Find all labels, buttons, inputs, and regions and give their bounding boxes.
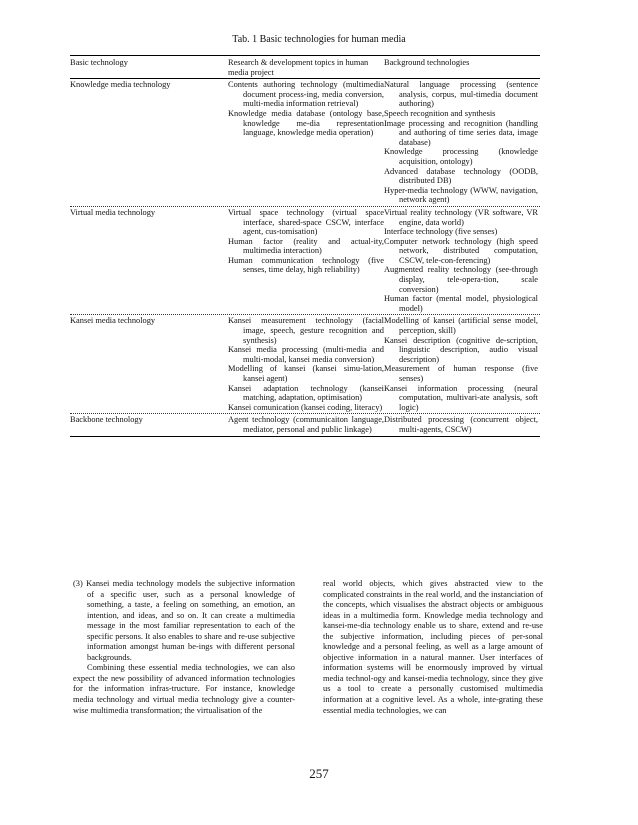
- technologies-table: [70, 55, 540, 437]
- topics-cell: [228, 80, 384, 205]
- topic-item: Virtual space technology (virtual space interface, shared-space CSCW, interface agent, cus-tomisation): [228, 207, 384, 237]
- body-column-left: [73, 579, 295, 716]
- background-item: Computer network technology (high speed network, distributed computation, CSCW, tele-con-ferencing): [384, 236, 538, 265]
- background-item: Distributed processing (concurrent object, multi-agents, CSCW): [384, 415, 538, 434]
- background-item: Speech recognition and synthesis: [384, 108, 496, 118]
- background-item: Human factor (mental model, physiological model): [384, 294, 538, 313]
- topic-item: Human factor (reality and actual-ity, multimedia interaction): [228, 236, 384, 256]
- topic-item: Kansei media processing (multi-media and multi-modal, kansei media conversion): [228, 345, 384, 364]
- topics-cell: [228, 316, 384, 412]
- background-item: Interface technology (five senses): [384, 227, 498, 237]
- background-item: Modelling of kansei (artificial sense model, perception, skill): [384, 316, 538, 336]
- background-item: Kansei information processing (neural computation, multivari-ate analysis, soft logic): [384, 383, 538, 412]
- topic-item: Kansei measurement technology (facial image, speech, gesture recognition and synthesis): [228, 316, 384, 345]
- background-item: Hyper-media technology (WWW, navigation, network agent): [384, 185, 538, 205]
- background-item: Natural language processing (sentence analysis, corpus, mul-timedia document authoring): [384, 80, 538, 109]
- row-name: Knowledge media technology: [70, 80, 171, 90]
- topic-item: Agent technology (communicaiton language, mediator, personal and public linkage): [228, 415, 384, 434]
- table-row: [70, 414, 540, 435]
- paragraph: (3) Kansei media technology models the subjective information of a specific user, such as a personal knowledge of something, a taste, a feeling on something, an emotion, an intention, and ideas, and so on. It can create a multimedia message in the most familiar representation to each of the specific persons. It also enables to share and re-use subjective information amongst human be-ings with different personal backgrounds.: [73, 579, 295, 662]
- background-cell: [384, 316, 538, 412]
- table-header-row: [70, 56, 540, 78]
- page-number: 257: [309, 766, 329, 781]
- background-item: Kansei description (cognitive de-scription, linguistic description, audio visual description): [384, 335, 538, 364]
- header-basic-technology: Basic technology: [70, 58, 128, 67]
- header-background-technologies: Background technologies: [384, 58, 470, 67]
- background-cell: [384, 415, 538, 434]
- paragraph: real world objects, which gives abstracted view to the complicated constraints in the real world, and the instanciation of the concepts, which visualises the abstract objects or ambiguous ideas in a multimedia form. Knowledge media technology and kansei-me-dia technology enable us to share, extend and re-use the subjective information, including pieces of per-sonal knowledge and a personal feeling, as well as a large amount of objective information in a natural manner. User interfaces of information systems will be enormously improved by virtual media technol-ogy and kansei-media technology, since they give us a tool to create a personally customised multimedia information at a cognitive level. As a whole, inte-grating these essential media technologies, we can: [323, 579, 543, 715]
- background-item: Image processing and recognition (handling and authoring of time series data, image database): [384, 118, 538, 147]
- background-item: Virtual reality technology (VR software, VR engine, data world): [384, 207, 538, 227]
- background-cell: [384, 80, 538, 205]
- row-name: Kansei media technology: [70, 316, 156, 326]
- background-item: Knowledge processing (knowledge acquisition, ontology): [384, 147, 538, 166]
- table-row: [70, 315, 540, 413]
- topic-item: Kansei comunication (kansei coding, literacy): [228, 402, 383, 412]
- background-item: Augmented reality technology (see-through display, tele-opera-tion, scale conversion): [384, 265, 538, 294]
- background-item: Advanced database technology (OODB, distributed DB): [384, 166, 538, 186]
- topic-item: Human communication technology (five senses, time delay, high reliability): [228, 255, 384, 275]
- topics-cell: [228, 415, 384, 434]
- table-caption: Tab. 1 Basic technologies for human media: [232, 34, 406, 45]
- table-bottom-rule: [70, 436, 540, 437]
- row-name: Virtual media technology: [70, 207, 156, 217]
- table-row: [70, 207, 540, 315]
- topic-item: Knowledge media database (ontology base, knowledge me-dia representation language, knowledge media operation): [228, 108, 384, 138]
- topic-item: Contents authoring technology (multimedia document process-ing, media conversion, multi-media information retrieval): [228, 80, 384, 109]
- background-item: Measurement of human response (five senses): [384, 364, 538, 383]
- row-name: Backbone technology: [70, 415, 143, 425]
- topics-cell: [228, 208, 384, 314]
- header-research-topics: Research & development topics in human media project: [228, 58, 369, 77]
- topic-item: Modelling of kansei (kansei simu-lation, kansei agent): [228, 364, 384, 383]
- body-column-right: [323, 579, 543, 716]
- table-row: [70, 79, 540, 206]
- background-cell: [384, 208, 538, 314]
- paragraph: Combining these essential media technologies, we can also expect the new possibility of advanced information technologies for the information infras-tructure. For instance, knowledge media technology and virtual media technology give a counter-wise multimedia transformation; the virtualisation of the: [73, 663, 295, 715]
- topic-item: Kansei adaptation technology (kansei matching, adaptation, optimisation): [228, 383, 384, 403]
